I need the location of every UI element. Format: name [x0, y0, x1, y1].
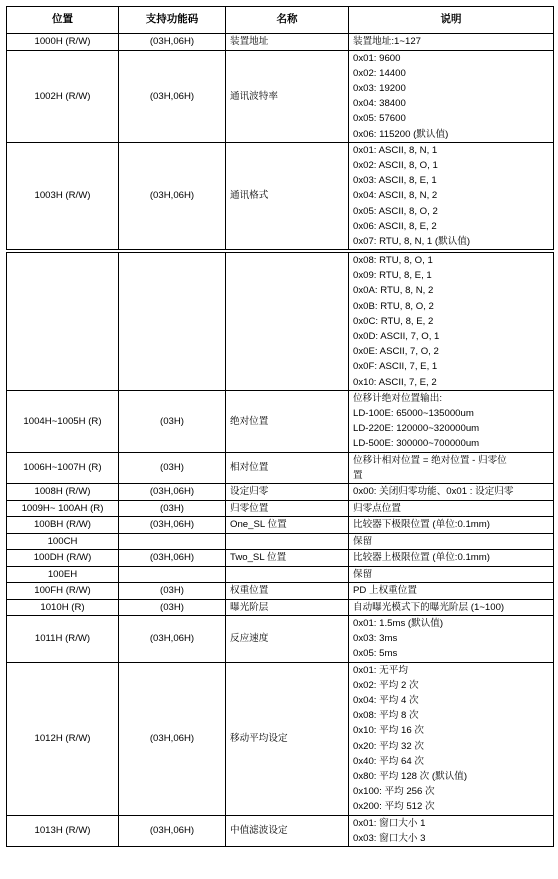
- description-line: 0x04: ASCII, 8, N, 2: [353, 190, 438, 202]
- description-line: 0x04: 38400: [353, 98, 406, 110]
- cell-position: 100BH (R/W): [7, 517, 119, 534]
- description-line: 0x0C: RTU, 8, E, 2: [353, 315, 434, 327]
- table-row: [7, 142, 554, 249]
- description-line: 0x40: 平均 64 次: [353, 755, 424, 767]
- cell-position: 100EH: [7, 566, 119, 583]
- description-line: 0x02: 14400: [353, 67, 406, 79]
- cell-description: [349, 34, 554, 51]
- cell-description: [349, 390, 554, 452]
- cell-position: 1009H~ 100AH (R): [7, 500, 119, 517]
- description-line: 保留: [353, 568, 373, 580]
- cell-function-code: (03H,06H): [119, 517, 226, 534]
- cell-description: [349, 815, 554, 846]
- cell-position: 100FH (R/W): [7, 583, 119, 600]
- cell-position: 1010H (R): [7, 599, 119, 616]
- cell-name: 曝光阶层: [226, 599, 349, 616]
- description-line: 0x09: RTU, 8, E, 1: [353, 270, 432, 282]
- table-row: [7, 599, 554, 616]
- description-line: 0x01: ASCII, 8, N, 1: [353, 144, 438, 156]
- description-line: 0x03: ASCII, 8, E, 1: [353, 175, 437, 187]
- cell-name: 归零位置: [226, 500, 349, 517]
- description-line: 0x06: 115200 (默认值): [353, 128, 449, 140]
- cell-description: [349, 253, 554, 391]
- table-row: [7, 533, 554, 550]
- cell-function-code: (03H): [119, 583, 226, 600]
- description-line: 0x06: ASCII, 8, E, 2: [353, 220, 437, 232]
- description-line: 0x80: 平均 128 次 (默认值): [353, 771, 468, 783]
- description-line: 保留: [353, 535, 373, 547]
- cell-function-code: (03H): [119, 390, 226, 452]
- cell-function-code: (03H,06H): [119, 484, 226, 501]
- cell-function-code: (03H,06H): [119, 662, 226, 815]
- cell-name: 权重位置: [226, 583, 349, 600]
- table-row: [7, 616, 554, 663]
- table-row: [7, 517, 554, 534]
- cell-name: 通讯格式: [226, 142, 349, 249]
- cell-position: 1000H (R/W): [7, 34, 119, 51]
- description-line: 0x01: 9600: [353, 52, 401, 64]
- cell-description: [349, 583, 554, 600]
- cell-position: 1013H (R/W): [7, 815, 119, 846]
- cell-description: [349, 142, 554, 249]
- description-line: 0x03: 3ms: [353, 633, 398, 645]
- table-row: [7, 390, 554, 452]
- header-function-code: 支持功能码: [119, 7, 226, 34]
- description-line: 0x04: 平均 4 次: [353, 695, 419, 707]
- description-line: 0x08: RTU, 8, O, 1: [353, 255, 433, 266]
- table-row: [7, 452, 554, 483]
- description-line: 0x200: 平均 512 次: [353, 801, 435, 813]
- header-position: 位置: [7, 7, 119, 34]
- table-row: [7, 500, 554, 517]
- header-name: 名称: [226, 7, 349, 34]
- cell-position: 1011H (R/W): [7, 616, 119, 663]
- cell-function-code: [119, 253, 226, 391]
- cell-description: [349, 566, 554, 583]
- cell-function-code: (03H,06H): [119, 50, 226, 142]
- table-row: [7, 550, 554, 567]
- table-row: [7, 253, 554, 391]
- cell-function-code: (03H,06H): [119, 550, 226, 567]
- description-line: 归零点位置: [353, 502, 401, 514]
- table-header-row: [7, 7, 554, 34]
- description-line: LD-100E: 65000~135000um: [353, 408, 474, 420]
- cell-function-code: (03H,06H): [119, 142, 226, 249]
- cell-description: [349, 550, 554, 567]
- cell-position: 1006H~1007H (R): [7, 452, 119, 483]
- description-line: 0x0E: ASCII, 7, O, 2: [353, 346, 439, 358]
- cell-function-code: (03H,06H): [119, 616, 226, 663]
- cell-description: [349, 452, 554, 483]
- cell-name: 设定归零: [226, 484, 349, 501]
- cell-name: [226, 533, 349, 550]
- cell-name: [226, 253, 349, 391]
- description-line: 0x0A: RTU, 8, N, 2: [353, 285, 434, 297]
- table-row: [7, 583, 554, 600]
- register-table-part-1: [6, 6, 554, 250]
- cell-description: [349, 616, 554, 663]
- table-row: [7, 34, 554, 51]
- cell-name: [226, 566, 349, 583]
- description-line: 比较器上极限位置 (单位:0.1mm): [353, 552, 490, 564]
- description-line: 位移计相对位置 = 绝对位置 - 归零位: [353, 454, 507, 466]
- cell-position: 100DH (R/W): [7, 550, 119, 567]
- cell-function-code: [119, 566, 226, 583]
- cell-position: 1008H (R/W): [7, 484, 119, 501]
- cell-description: [349, 500, 554, 517]
- description-line: 0x0F: ASCII, 7, E, 1: [353, 361, 438, 373]
- cell-function-code: [119, 533, 226, 550]
- cell-name: 绝对位置: [226, 390, 349, 452]
- description-line: 0x07: RTU, 8, N, 1 (默认值): [353, 235, 471, 247]
- header-description: 说明: [349, 7, 554, 34]
- cell-name: 中值滤波设定: [226, 815, 349, 846]
- description-line: 比较器下极限位置 (单位:0.1mm): [353, 519, 490, 531]
- description-line: 0x03: 19200: [353, 82, 406, 94]
- register-table-part-2: [6, 252, 554, 847]
- cell-description: [349, 517, 554, 534]
- cell-description: [349, 484, 554, 501]
- description-line: 0x0D: ASCII, 7, O, 1: [353, 331, 440, 343]
- table-row: [7, 566, 554, 583]
- cell-name: One_SL 位置: [226, 517, 349, 534]
- cell-position: 1002H (R/W): [7, 50, 119, 142]
- description-line: LD-500E: 300000~700000um: [353, 438, 480, 450]
- description-line: 置: [353, 469, 363, 481]
- cell-function-code: (03H,06H): [119, 815, 226, 846]
- cell-description: [349, 662, 554, 815]
- description-line: 0x100: 平均 256 次: [353, 786, 435, 798]
- cell-function-code: (03H,06H): [119, 34, 226, 51]
- description-line: 装置地址:1~127: [353, 36, 421, 48]
- table-row: [7, 662, 554, 815]
- description-line: 0x01: 1.5ms (默认值): [353, 618, 444, 630]
- table-row: [7, 484, 554, 501]
- cell-name: Two_SL 位置: [226, 550, 349, 567]
- description-line: 0x08: 平均 8 次: [353, 710, 419, 722]
- cell-position: 1012H (R/W): [7, 662, 119, 815]
- cell-name: 通讯波特率: [226, 50, 349, 142]
- description-line: 0x05: 5ms: [353, 648, 398, 660]
- description-line: 0x01: 无平均: [353, 664, 408, 676]
- description-line: 0x10: 平均 16 次: [353, 725, 424, 737]
- description-line: 0x03: 窗口大小 3: [353, 832, 426, 844]
- cell-description: [349, 50, 554, 142]
- cell-position: [7, 253, 119, 391]
- description-line: 0x02: ASCII, 8, O, 1: [353, 159, 438, 171]
- cell-name: 装置地址: [226, 34, 349, 51]
- description-line: 位移计绝对位置输出:: [353, 392, 443, 404]
- description-line: 0x0B: RTU, 8, O, 2: [353, 300, 434, 312]
- cell-description: [349, 533, 554, 550]
- description-line: PD 上权重位置: [353, 585, 417, 597]
- description-line: 0x05: 57600: [353, 113, 406, 125]
- description-line: 0x01: 窗口大小 1: [353, 817, 426, 829]
- table-row: [7, 815, 554, 846]
- cell-position: 100CH: [7, 533, 119, 550]
- description-line: 0x10: ASCII, 7, E, 2: [353, 376, 437, 388]
- cell-position: 1004H~1005H (R): [7, 390, 119, 452]
- description-line: LD-220E: 120000~320000um: [353, 423, 480, 435]
- description-line: 0x20: 平均 32 次: [353, 740, 424, 752]
- description-line: 0x02: 平均 2 次: [353, 679, 419, 691]
- cell-name: 反应速度: [226, 616, 349, 663]
- description-line: 0x00: 关闭归零功能、0x01 : 设定归零: [353, 486, 514, 498]
- cell-function-code: (03H): [119, 452, 226, 483]
- cell-description: [349, 599, 554, 616]
- cell-function-code: (03H): [119, 500, 226, 517]
- cell-function-code: (03H): [119, 599, 226, 616]
- description-line: 0x05: ASCII, 8, O, 2: [353, 205, 438, 217]
- cell-position: 1003H (R/W): [7, 142, 119, 249]
- cell-name: 移动平均设定: [226, 662, 349, 815]
- cell-name: 相对位置: [226, 452, 349, 483]
- table-row: [7, 50, 554, 142]
- description-line: 自动曝光模式下的曝光阶层 (1~100): [353, 601, 505, 613]
